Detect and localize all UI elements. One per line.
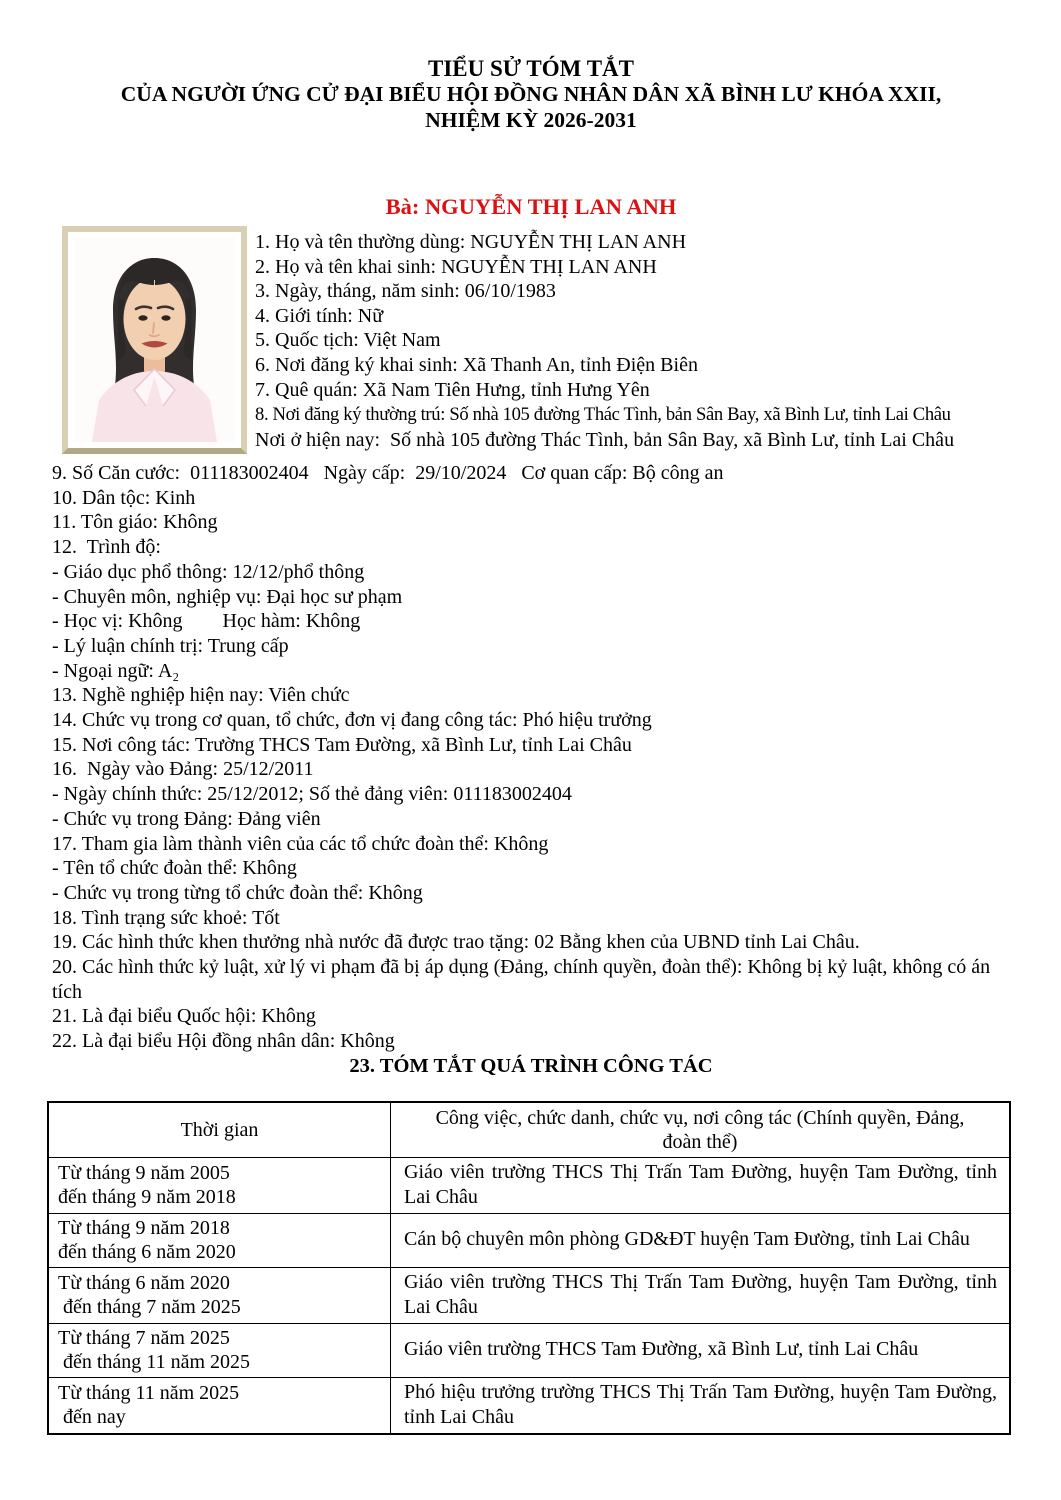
bio-line-12-sub-degree: - Học vị: Không Học hàm: Không: [52, 610, 361, 633]
table-row: [48, 1267, 1010, 1323]
table-header-desc: [391, 1102, 1011, 1158]
period-cell: Từ tháng 6 năm 2020 đến tháng 7 năm 2025: [48, 1267, 391, 1323]
bio-line-10: 10. Dân tộc: Kinh: [52, 486, 196, 509]
bio-line-1: 1. Họ và tên thường dùng: NGUYỄN THỊ LAN ANH: [255, 231, 687, 253]
bio-line-16: 16. Ngày vào Đảng: 25/12/2011: [52, 758, 314, 781]
bio-line-6: 6. Nơi đăng ký khai sinh: Xã Thanh An, tỉnh Điện Biên: [255, 353, 698, 376]
bio-line-11: 11. Tôn giáo: Không: [52, 511, 218, 534]
bio-line-13: 13. Nghề nghiệp hiện nay: Viên chức: [52, 684, 350, 707]
period-cell: Từ tháng 9 năm 2018 đến tháng 6 năm 2020: [48, 1213, 391, 1267]
bio-line-16-sub-party-role: - Chức vụ trong Đảng: Đảng viên: [52, 807, 321, 830]
bio-line-4: 4. Giới tính: Nữ: [255, 304, 384, 327]
bio-line-19: 19. Các hình thức khen thưởng nhà nước đã được trao tặng: 02 Bằng khen của UBND tỉnh Lai Châu.: [52, 931, 860, 954]
portrait-illustration: [74, 238, 235, 442]
table-row: [48, 1157, 1010, 1213]
period-cell: Từ tháng 9 năm 2005 đến tháng 9 năm 2018: [48, 1157, 391, 1213]
desc-cell: Giáo viên trường THCS Tam Đường, xã Bình Lư, tỉnh Lai Châu: [391, 1323, 1011, 1377]
bio-line-8: 8. Nơi đăng ký thường trú: Số nhà 105 đường Thác Tình, bản Sân Bay, xã Bình Lư, tỉnh Lai Châu: [255, 404, 951, 426]
bio-line-17-sub-org-name: - Tên tổ chức đoàn thể: Không: [52, 857, 297, 880]
desc-cell: Giáo viên trường THCS Thị Trấn Tam Đường, huyện Tam Đường, tỉnh Lai Châu: [391, 1157, 1011, 1213]
bio-line-9: 9. Số Căn cước: 011183002404 Ngày cấp: 29/10/2024 Cơ quan cấp: Bộ công an: [52, 462, 724, 484]
bio-line-15: 15. Nơi công tác: Trường THCS Tam Đường, xã Bình Lư, tỉnh Lai Châu: [52, 733, 632, 756]
photo-and-basic-info-row: [52, 226, 1010, 454]
period-cell: Từ tháng 11 năm 2025 đến nay: [48, 1377, 391, 1434]
bio-line-16-sub-official-date: - Ngày chính thức: 25/12/2012; Số thẻ đảng viên: 011183002404: [52, 783, 572, 806]
desc-cell: Cán bộ chuyên môn phòng GD&ĐT huyện Tam Đường, tỉnh Lai Châu: [391, 1213, 1011, 1267]
table-row: [48, 1377, 1010, 1434]
bio-line-20: 20. Các hình thức kỷ luật, xử lý vi phạm đã bị áp dụng (Đảng, chính quyền, đoàn thể): Không bị kỷ luật, không có án tích: [52, 956, 996, 1003]
work-history-title: 23. TÓM TẮT QUÁ TRÌNH CÔNG TÁC: [349, 1054, 713, 1077]
desc-cell: Giáo viên trường THCS Thị Trấn Tam Đường, huyện Tam Đường, tỉnh Lai Châu: [391, 1267, 1011, 1323]
portrait-photo: [62, 226, 247, 454]
bio-line-12: 12. Trình độ:: [52, 536, 161, 559]
bio-details-list: [52, 461, 1010, 1054]
bio-line-12-sub-profession: - Chuyên môn, nghiệp vụ: Đại học sư phạm: [52, 585, 403, 608]
bio-line-7: 7. Quê quán: Xã Nam Tiên Hưng, tỉnh Hưng Yên: [255, 378, 650, 401]
page-title: TIỂU SỬ TÓM TẮT: [428, 56, 634, 81]
page-subtitle-line-2: NHIỆM KỲ 2026-2031: [425, 107, 637, 132]
bio-line-17: 17. Tham gia làm thành viên của các tổ chức đoàn thể: Không: [52, 832, 549, 855]
bio-line-18: 18. Tình trạng sức khoẻ: Tốt: [52, 906, 280, 929]
period-cell: Từ tháng 7 năm 2025 đến tháng 11 năm 2025: [48, 1323, 391, 1377]
bio-line-12-sub-education: - Giáo dục phổ thông: 12/12/phổ thông: [52, 560, 365, 583]
candidate-name-heading: Bà: NGUYỄN THỊ LAN ANH: [385, 194, 677, 219]
basic-info-list: [255, 226, 1010, 452]
bio-line-21: 21. Là đại biểu Quốc hội: Không: [52, 1005, 316, 1028]
table-header-period: Thời gian: [48, 1102, 391, 1158]
bio-line-14: 14. Chức vụ trong cơ quan, tổ chức, đơn vị đang công tác: Phó hiệu trưởng: [52, 709, 652, 732]
table-header-row: [48, 1102, 1010, 1158]
table-row: [48, 1213, 1010, 1267]
bio-line-3: 3. Ngày, tháng, năm sinh: 06/10/1983: [255, 280, 556, 303]
work-history-table: [47, 1101, 1011, 1435]
page-subtitle-line-1: CỦA NGƯỜI ỨNG CỬ ĐẠI BIỂU HỘI ĐỒNG NHÂN DÂN XÃ BÌNH LƯ KHÓA XXII,: [120, 82, 942, 106]
table-header-desc-line-1: Công việc, chức danh, chức vụ, nơi công tác (Chính quyền, Đảng,: [435, 1106, 965, 1129]
bio-line-2: 2. Họ và tên khai sinh: NGUYỄN THỊ LAN ANH: [255, 255, 657, 278]
desc-cell: Phó hiệu trưởng trường THCS Thị Trấn Tam Đường, huyện Tam Đường, tỉnh Lai Châu: [391, 1377, 1011, 1434]
table-header-desc-line-2: đoàn thể): [662, 1130, 738, 1153]
table-row: [48, 1323, 1010, 1377]
bio-line-12-sub-politics: - Lý luận chính trị: Trung cấp: [52, 634, 289, 657]
bio-line-current-residence: Nơi ở hiện nay: Số nhà 105 đường Thác Tình, bản Sân Bay, xã Bình Lư, tỉnh Lai Châu: [255, 428, 955, 451]
bio-line-5: 5. Quốc tịch: Việt Nam: [255, 329, 441, 352]
bio-line-22: 22. Là đại biểu Hội đồng nhân dân: Không: [52, 1030, 395, 1053]
bio-line-17-sub-org-role: - Chức vụ trong từng tổ chức đoàn thể: Không: [52, 881, 423, 904]
bio-line-12-sub-language: - Ngoại ngữ: A₂: [52, 659, 180, 682]
